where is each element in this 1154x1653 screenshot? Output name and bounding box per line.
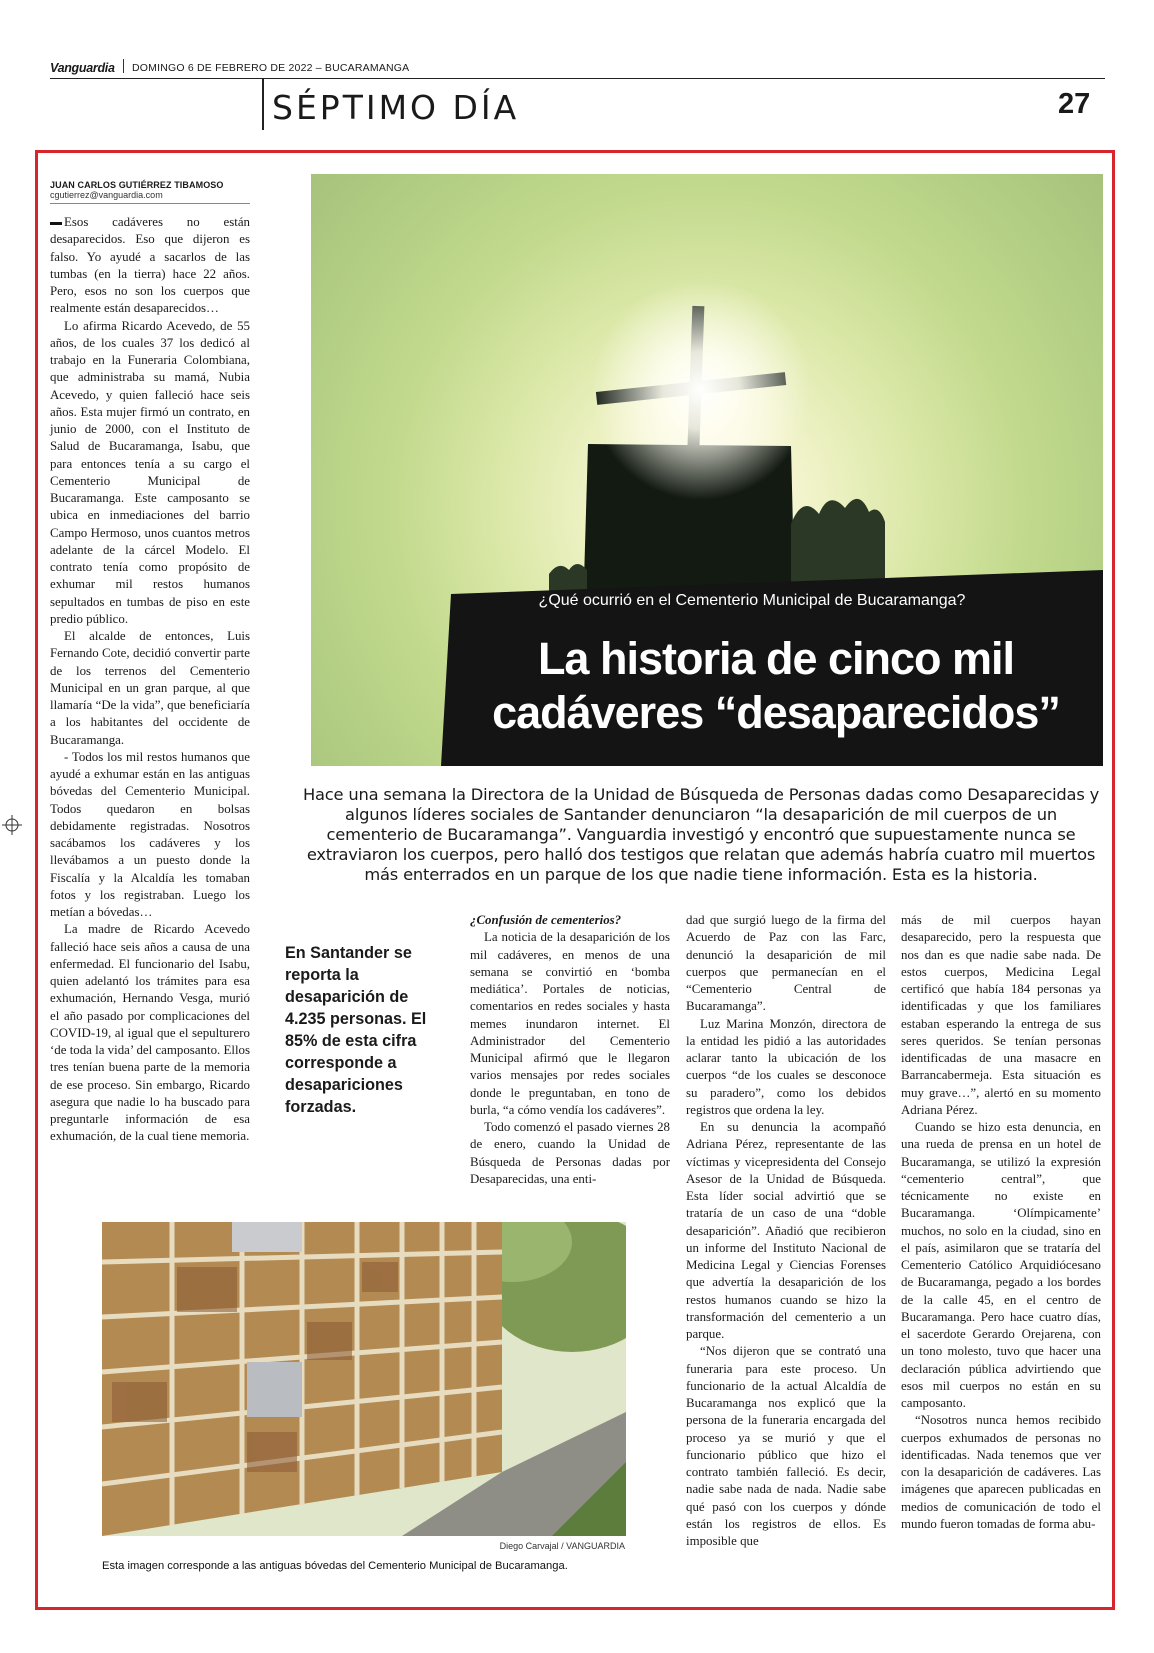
paragraph: “Nosotros nunca hemos recibido cuerpos exhumados de personas no identificadas. Nada tenemos que ver con la desaparición de cadáveres. Las imágenes que aparecen publicadas en medios de comunicación de todo el mundo fueron tomadas de forma abu- (901, 1413, 1101, 1531)
paragraph: Todo comenzó el pasado viernes 28 de enero, cuando la Unidad de Búsqueda de Personas dadas por Desaparecidas, una enti- (470, 1120, 670, 1186)
photo-caption: Esta imagen corresponde a las antiguas bóvedas del Cementerio Municipal de Bucaramanga. (102, 1560, 568, 1572)
pull-quote: En Santander se reporta la desaparición de 4.235 personas. El 85% de esta cifra corresponde a desapariciones forzadas. (285, 944, 427, 1116)
paragraph: La madre de Ricardo Acevedo falleció hace seis años a causa de una enfermedad. El funcionario del Isabu, quien adelantó los trámites para esa exhumación, Hernando Vesga, murió el año pasado por complicaciones del COVID-19, al igual que el sepulturero ‘de toda la vida’ del camposanto. Ellos tres tenían buena parte de la memoria de ese proceso. Sin embargo, Ricardo asegura que nadie lo ha buscado para preguntarle información de esa exhumación, de la cual tiene memoria. (50, 922, 250, 1144)
author-email: cgutierrez@vanguardia.com (50, 190, 163, 200)
masthead-separator (123, 59, 124, 73)
section-title: SÉPTIMO DÍA (272, 88, 520, 127)
article-column-3 (686, 912, 886, 1550)
article-column-1 (50, 214, 250, 1146)
paragraph: La noticia de la desaparición de los mil cadáveres, en menos de una semana se convirtió en ‘bomba mediática’. Portales de noticias, comentarios en redes sociales y hasta memes inundaron internet. El Administrador del Cementerio Municipal afirmó que le llegaron varios mensajes por redes sociales donde le preguntaban, en tono de burla, “a cómo vendía los cadáveres”. (470, 930, 670, 1117)
paragraph: El alcalde de entonces, Luis Fernando Cote, decidió convertir parte de los terrenos del Cementerio Municipal en un gran parque, al que llamaría “De la vida”, que beneficiaría a los habitantes del occidente de Bucaramanga. (50, 629, 250, 747)
photo-credit: Diego Carvajal / VANGUARDIA (499, 1541, 625, 1551)
article-headline: La historia de cinco mil cadáveres “desaparecidos” (492, 633, 1060, 738)
article-column-4 (901, 912, 1101, 1533)
paragraph: - Todos los mil restos humanos que ayudé a exhumar están en las antiguas bóvedas del Cementerio Municipal. Todos quedaron en bolsas debidamente registradas. Nosotros sacábamos los cadáveres y los llevábamos a un puesto donde la Fiscalía y la Alcaldía les tomaban fotos y los registraban. Luego los metían a bóvedas… (50, 749, 250, 919)
masthead (50, 58, 1105, 79)
paragraph: Lo afirma Ricardo Acevedo, de 55 años, de los cuales 37 los dedicó al trabajo en la Funeraria Colombiana, que administraba su mamá, Nubia Acevedo, y quien falleció hace seis años. Esta mujer firmó un contrato, en junio de 2000, con el Instituto de Salud de Bucaramanga, Isabu, que para entonces tenía a su cargo el Cementerio Municipal de Bucaramanga. Este camposanto se ubica en inmediaciones del barrio Campo Hermoso, unos cuantos metros adelante de la cárcel Modelo. El contrato tenía como propósito de exhumar mil restos humanos sepultados en tumbas de piso en este predio público. (50, 318, 250, 626)
author-name: JUAN CARLOS GUTIÉRREZ TIBAMOSO (50, 180, 224, 190)
vaults-illustration (102, 1222, 626, 1536)
cemetery-vaults-photo (102, 1222, 626, 1536)
registration-mark-icon (2, 815, 22, 835)
section-divider (262, 78, 264, 130)
paragraph: Cuando se hizo esta denuncia, en una rueda de prensa en un hotel de Bucaramanga, se utilizó la expresión “cementerio central”, que técnicamente no existe en Bucaramanga. ‘Olímpicamente’ muchos, no solo en la ciudad, sino en el país, asimilaron que se trataría del Cementerio Católico Arquidiócesano de Bucaramanga, pegado a los bordes de la calle 45, en el centro de Bucaramanga. Pero hace cuatro días, el sacerdote Gerardo Orejarena, con un tono molesto, tuvo que hacer una declaración pública advirtiendo que esos mil cuerpos no están en su camposanto. (901, 1120, 1101, 1410)
dialogue-dash (50, 222, 62, 225)
article-lede: Hace una semana la Directora de la Unidad de Búsqueda de Personas dadas como Desaparecidas y algunos líderes sociales de Santander denunciaron “la desaparición de mil cuerpos de un cementerio de Bucaramanga”. Vanguardia investigó y encontró que supuestamente nunca se extraviaron los cuerpos, pero halló dos testigos que relatan que además habría cuatro mil muertos más enterrados en un parque de los que nadie tiene información. Esta es la historia. (302, 785, 1100, 884)
paragraph: “Nos dijeron que se contrató una funeraria para este proceso. Un funcionario de la actual Alcaldía de Bucaramanga nos explicó que la persona de la funeraria encargada del proceso ya se murió y que el funcionario público que hizo el contrato también falleció. Es decir, nadie sabe nada de nada. Nadie sabe qué pasó con los cuerpos y dónde están los registros de ellos. Es imposible que (686, 1344, 886, 1548)
paragraph: En su denuncia la acompañó Adriana Pérez, representante de las víctimas y vicepresidenta del Consejo Asesor de la Unidad de Búsqueda. Esta líder social advirtió que se trataría de un caso de una “doble desaparición”. Añadió que recibieron un informe del Instituto Nacional de Medicina Legal y Ciencias Forenses que advertía la desaparición de los restos humanos cuando se hizo la transformación del cementerio a un parque. (686, 1120, 886, 1341)
subheading: ¿Confusión de cementerios? (470, 913, 622, 927)
hero-image (311, 174, 1103, 766)
paragraph: Esos cadáveres no están desaparecidos. Eso que dijeron es falso. Yo ayudé a sacarlos de las tumbas (en la tierra) hace 22 años. Pero, esos no son los cuerpos que realmente están desaparecidos… (50, 215, 250, 316)
headline-kicker: ¿Qué ocurrió en el Cementerio Municipal de Bucaramanga? (538, 592, 966, 609)
paragraph: Luz Marina Monzón, directora de la entidad les pidió a las autoridades aclarar tanto la ubicación de los cuerpos “de los cuales se desconoce su paradero”, como los debidos registros que ordena la ley. (686, 1016, 886, 1117)
paragraph: dad que surgió luego de la firma del Acuerdo de Paz con las Farc, denunció la desaparición de mil cuerpos que permanecían en el “Cementerio Central de Bucaramanga”. (686, 913, 886, 1014)
byline (50, 180, 250, 204)
date-line: DOMINGO 6 DE FEBRERO DE 2022 – BUCARAMANGA (132, 62, 410, 74)
newspaper-logo: Vanguardia (50, 61, 115, 75)
paragraph: más de mil cuerpos hayan desaparecido, pero la respuesta que nos dan es que nadie sabe nada. De estos cuerpos, Medicina Legal certificó que había 184 personas ya identificadas y que los familiares estaban esperando la entrega de sus seres queridos. Se tenían personas identificadas de una masacre en Barrancabermeja. Esta situación es muy grave…”, alertó en su momento Adriana Pérez. (901, 913, 1101, 1117)
article-column-2 (470, 912, 670, 1188)
page-number: 27 (1058, 88, 1091, 120)
